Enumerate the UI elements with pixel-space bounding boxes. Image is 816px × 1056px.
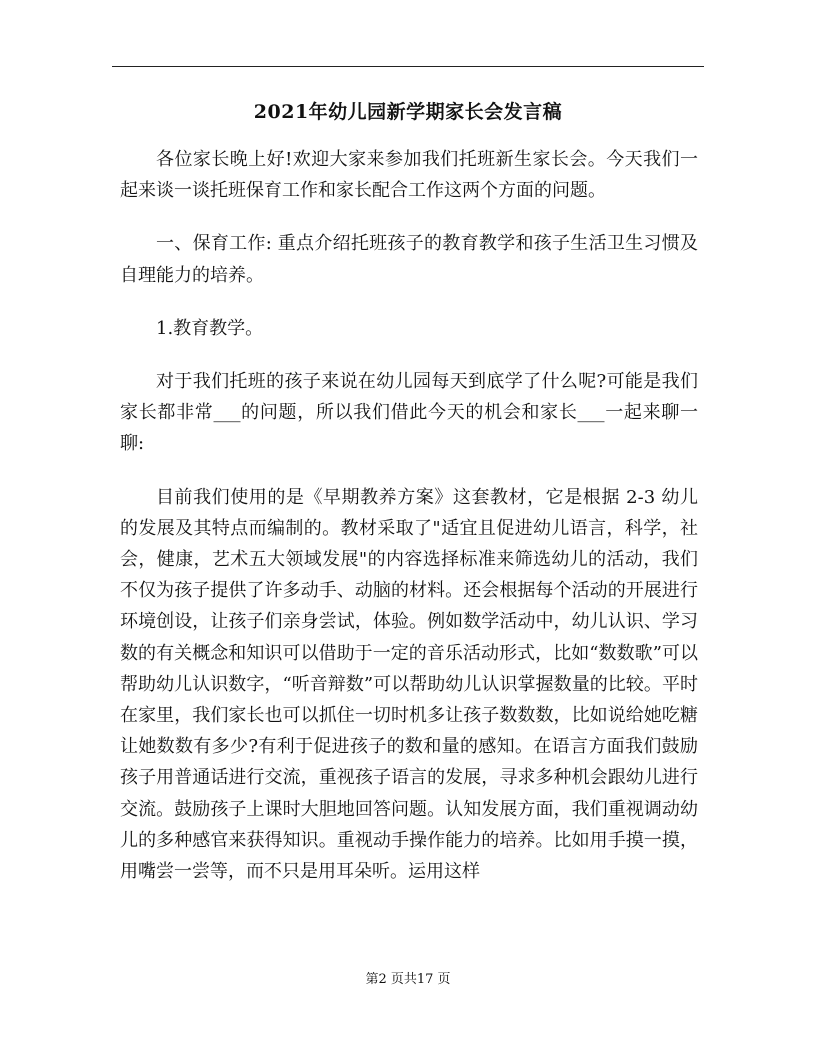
- header-rule: [112, 66, 704, 67]
- document-body: [120, 144, 698, 887]
- document-title: 2021年幼儿园新学期家长会发言稿: [253, 101, 563, 123]
- paragraph-section-heading: 一、保育工作: 重点介绍托班孩子的教育教学和孩子生活卫生习惯及自理能力的培养。: [120, 233, 698, 286]
- page-number-footer: 第2 页共17 页: [365, 972, 451, 987]
- paragraph-greeting: 各位家长晚上好!欢迎大家来参加我们托班新生家长会。今天我们一起来谈一谈托班保育工作和家长配合工作这两个方面的问题。: [120, 149, 698, 202]
- paragraph-subheading: 1.教育教学。: [156, 317, 264, 339]
- paragraph-curriculum: 目前我们使用的是《早期教养方案》这套教材，它是根据 2-3 幼儿的发展及其特点而编制的。教材采取了"适宜且促进幼儿语言，科学，社会，健康，艺术五大领域发展"的内容选择标准来筛选幼儿的活动，我们不仅为孩子提供了许多动手、动脑的材料。还会根据每个活动的开展进行环境创设，让孩子们亲身尝试，体验。例如数学活动中，幼儿认识、学习数的有关概念和知识可以借助于一定的音乐活动形式，比如“数数歌”可以帮助幼儿认识数字，“听音辩数”可以帮助幼儿认识掌握数量的比较。平时在家里，我们家长也可以抓住一切时机多让孩子数数数，比如说给她吃糖让她数数有多少?有利于促进孩子的数和量的感知。在语言方面我们鼓励孩子用普通话进行交流，重视孩子语言的发展，寻求多种机会跟幼儿进行交流。鼓励孩子上课时大胆地回答问题。认知发展方面，我们重视调动幼儿的多种感官来获得知识。重视动手操作能力的培养。比如用手摸一摸，用嘴尝一尝等，而不只是用耳朵听。运用这样: [120, 486, 698, 883]
- paragraph-intro-question: 对于我们托班的孩子来说在幼儿园每天到底学了什么呢?可能是我们家长都非常___的问题，所以我们借此今天的机会和家长___一起来聊一聊:: [120, 371, 698, 455]
